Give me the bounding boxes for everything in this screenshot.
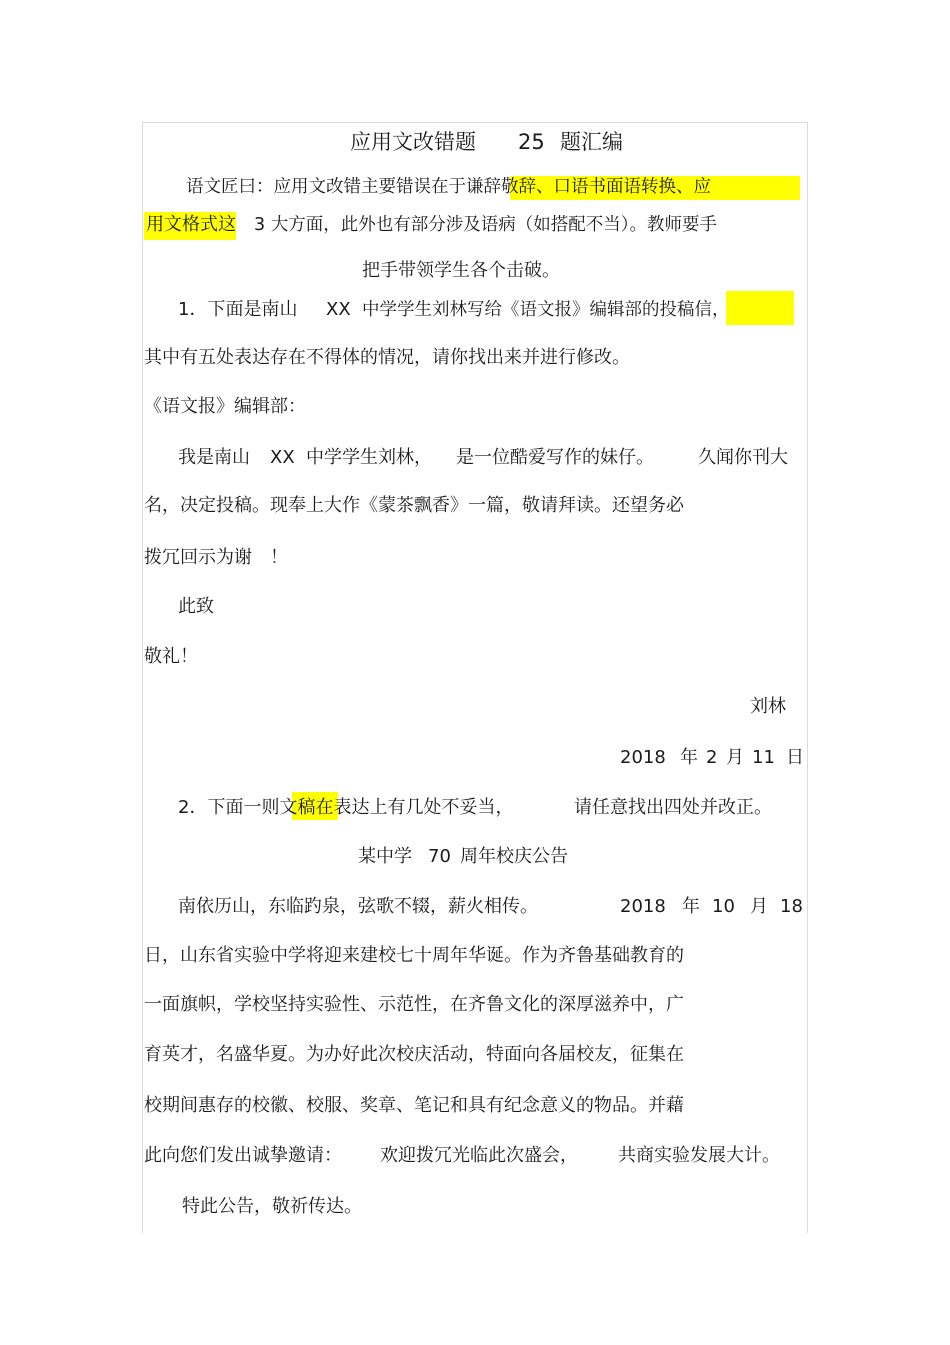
notice-p6c: 共商实验发展大计。	[618, 1145, 780, 1166]
letter-body-1d: 是一位酷爱写作的妹仔。	[456, 447, 654, 468]
intro-line-2a: 用文格式这	[146, 214, 236, 235]
notice-p2: 日，山东省实验中学将迎来建校七十周年华诞。作为齐鲁基础教育的	[144, 945, 684, 966]
notice-p4: 育英才，名盛华夏。为办好此次校庆活动，特面向各届校友，征集在	[144, 1044, 684, 1065]
title-number: 25	[518, 130, 545, 154]
notice-title-b: 70	[428, 846, 451, 867]
letter-body-3a: 拨冗回示为谢	[144, 547, 252, 568]
title-prefix: 应用文改错题	[350, 130, 476, 154]
highlight-mark-q1	[726, 291, 794, 325]
notice-p1b-year-unit: 年	[682, 896, 700, 917]
letter-date-day: 11	[752, 747, 775, 768]
intro-line-2b: 3 大方面，此外也有部分涉及语病（如搭配不当）。教师要手	[254, 215, 717, 235]
letter-body-1b: XX	[270, 447, 295, 468]
letter-date-year: 2018	[620, 747, 666, 768]
letter-body-2: 名，决定投稿。现奉上大作《蒙茶飘香》一篇，敬请拜读。还望务必	[144, 495, 684, 516]
intro-line-3: 把手带领学生各个击破。	[362, 260, 560, 281]
q1-line-1a: 1．下面是南山	[178, 299, 298, 320]
notice-title-c: 周年校庆公告	[460, 846, 568, 867]
notice-p1b-month: 10	[712, 896, 735, 917]
letter-date-day-unit: 日	[786, 747, 804, 768]
notice-p6b: 欢迎拨冗光临此次盛会，	[380, 1145, 578, 1166]
notice-p3: 一面旗帜，学校坚持实验性、示范性，在齐鲁文化的深厚滋养中，广	[144, 994, 684, 1015]
letter-body-1e: 久闻你刊大	[698, 447, 788, 468]
letter-signature: 刘林	[750, 696, 786, 717]
q1-line-1c: 中学学生刘林写给《语文报》编辑部的投稿信，	[362, 300, 730, 320]
intro-line-1: 语文匠曰：应用文改错主要错误在于谦辞敬辞、口语书面语转换、应	[186, 177, 711, 197]
letter-closing-1: 此致	[178, 596, 214, 617]
letter-body-3b: ！	[270, 547, 288, 568]
notice-p1a: 南依历山，东临趵泉，弦歌不辍，薪火相传。	[178, 896, 538, 917]
letter-closing-2: 敬礼！	[144, 646, 198, 667]
letter-salutation: 《语文报》编辑部：	[144, 396, 306, 417]
notice-p1b-year: 2018	[620, 896, 666, 917]
letter-date-year-unit: 年	[680, 747, 698, 768]
notice-p1b-month-unit: 月	[750, 896, 768, 917]
notice-p7: 特此公告，敬祈传达。	[182, 1196, 362, 1217]
q1-line-1b: XX	[326, 299, 351, 320]
q2-line-1a: 2．下面一则文稿在表达上有几处不妥当，	[178, 797, 514, 818]
notice-p1b-day: 18	[780, 896, 803, 917]
letter-date-month: 2	[706, 747, 718, 768]
q1-line-2: 其中有五处表达存在不得体的情况，请你找出来并进行修改。	[144, 347, 630, 368]
letter-body-1a: 我是南山	[178, 447, 250, 468]
letter-date-month-unit: 月	[726, 747, 744, 768]
q2-line-1b: 请任意找出四处并改正。	[574, 797, 772, 818]
title-suffix: 题汇编	[560, 130, 623, 154]
notice-title-a: 某中学	[358, 846, 412, 867]
letter-body-1c: 中学学生刘林，	[306, 447, 432, 468]
notice-p6a: 此向您们发出诚挚邀请：	[144, 1145, 342, 1166]
notice-p5: 校期间惠存的校徽、校服、奖章、笔记和具有纪念意义的物品。并藉	[144, 1095, 684, 1116]
